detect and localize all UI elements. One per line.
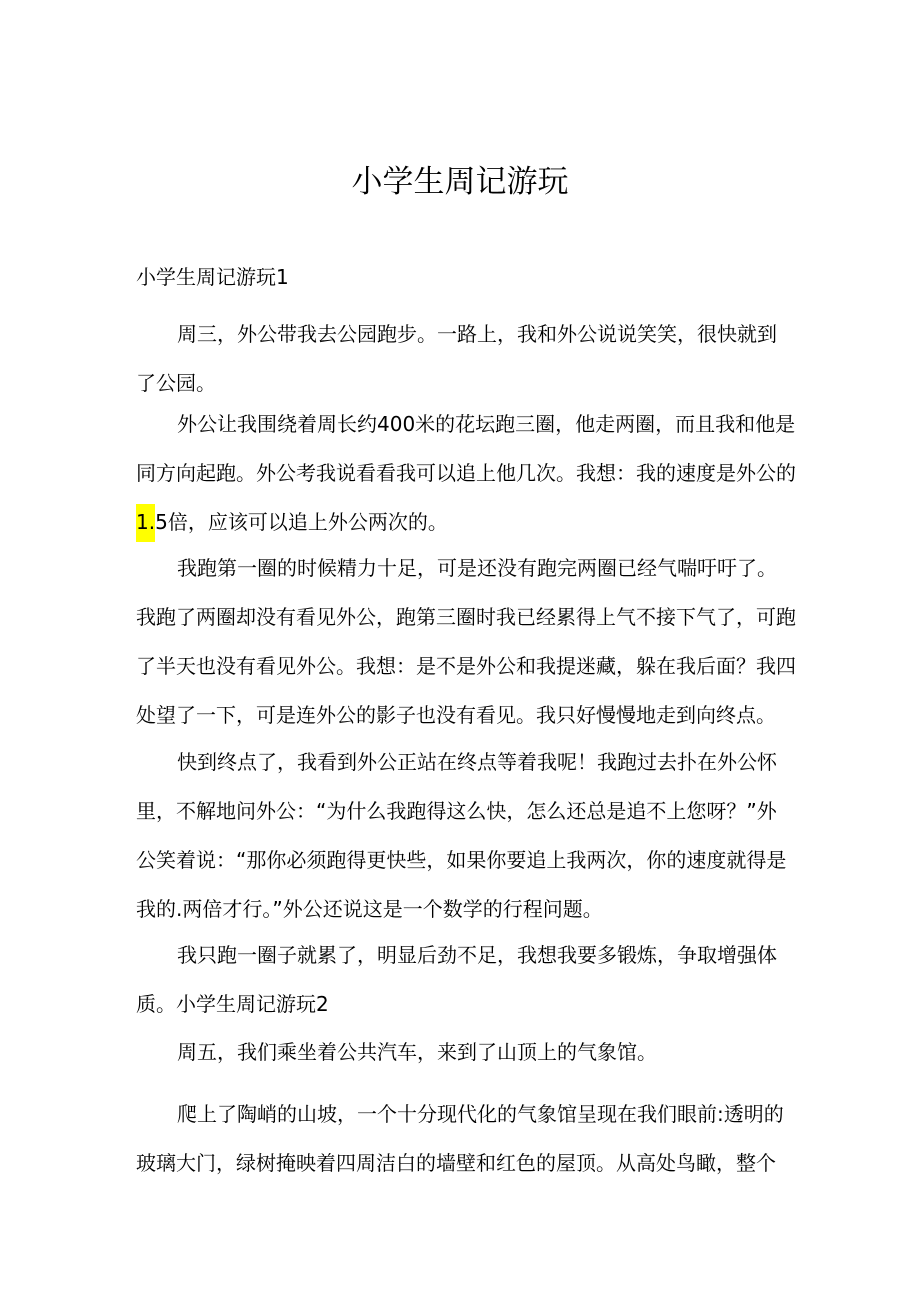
- paragraph-line: 玻璃大门，绿树掩映着四周洁白的墙壁和红色的屋顶。从高处鸟瞰，整个: [136, 1151, 776, 1175]
- paragraph-line: 外公让我围绕着周长约400米的花坛跑三圈，他走两圈，而且我和他是: [177, 412, 796, 436]
- paragraph-line: 我只跑一圈子就累了，明显后劲不足，我想我要多锻炼，争取增强体: [177, 943, 777, 967]
- paragraph-line: 质。小学生周记游玩2: [136, 992, 329, 1016]
- paragraph-text: 5倍，应该可以追上外公两次的。: [155, 510, 448, 534]
- paragraph-3: [136, 544, 796, 740]
- paragraph-line: [136, 498, 786, 547]
- paragraph-line: 同方向起跑。外公考我说看看我可以追上他几次。我想：我的速度是外公的: [136, 461, 796, 485]
- paragraph-line: 周五，我们乘坐着公共汽车，来到了山顶上的气象馆。: [177, 1040, 657, 1064]
- paragraph-line: 处望了一下，可是连外公的影子也没有看见。我只好慢慢地走到向终点。: [136, 703, 776, 727]
- paragraph-6: [136, 1028, 786, 1077]
- paragraph-7: [136, 1090, 786, 1188]
- paragraph-line: 公笑着说：“那你必须跑得更快些，如果你要追上我两次，你的速度就得是: [136, 848, 787, 872]
- page-title: 小学生周记游玩: [351, 164, 569, 200]
- paragraph-line: 我跑第一圈的时候精力十足，可是还没有跑完两圈已经气喘吁吁了。: [177, 556, 777, 580]
- paragraph-line: 我的.两倍才行。”外公还说这是一个数学的行程问题。: [136, 897, 603, 921]
- paragraph-1: [136, 310, 786, 408]
- paragraph-4: [136, 738, 786, 934]
- paragraph-line: 爬上了陶峭的山坡，一个十分现代化的气象馆呈现在我们眼前:透明的: [177, 1102, 784, 1126]
- paragraph-2: [136, 400, 796, 547]
- paragraph-line: 快到终点了，我看到外公正站在终点等着我呢！我跑过去扑在外公怀: [177, 750, 777, 774]
- paragraph-line: 我跑了两圈却没有看见外公，跑第三圈时我已经累得上气不接下气了，可跑: [136, 605, 796, 629]
- paragraph-line: 周三，外公带我去公园跑步。一路上，我和外公说说笑笑，很快就到: [177, 322, 777, 346]
- highlighted-text: 1.: [136, 504, 155, 542]
- paragraph-line: 了公园。: [136, 371, 216, 395]
- paragraph-5: [136, 931, 786, 1029]
- paragraph-line: 里，不解地问外公：“为什么我跑得这么快，怎么还总是追不上您呀？”外: [136, 799, 777, 823]
- section-heading-1: 小学生周记游玩1: [136, 265, 289, 289]
- paragraph-line: 了半天也没有看见外公。我想：是不是外公和我提迷藏，躲在我后面？我四: [136, 654, 796, 678]
